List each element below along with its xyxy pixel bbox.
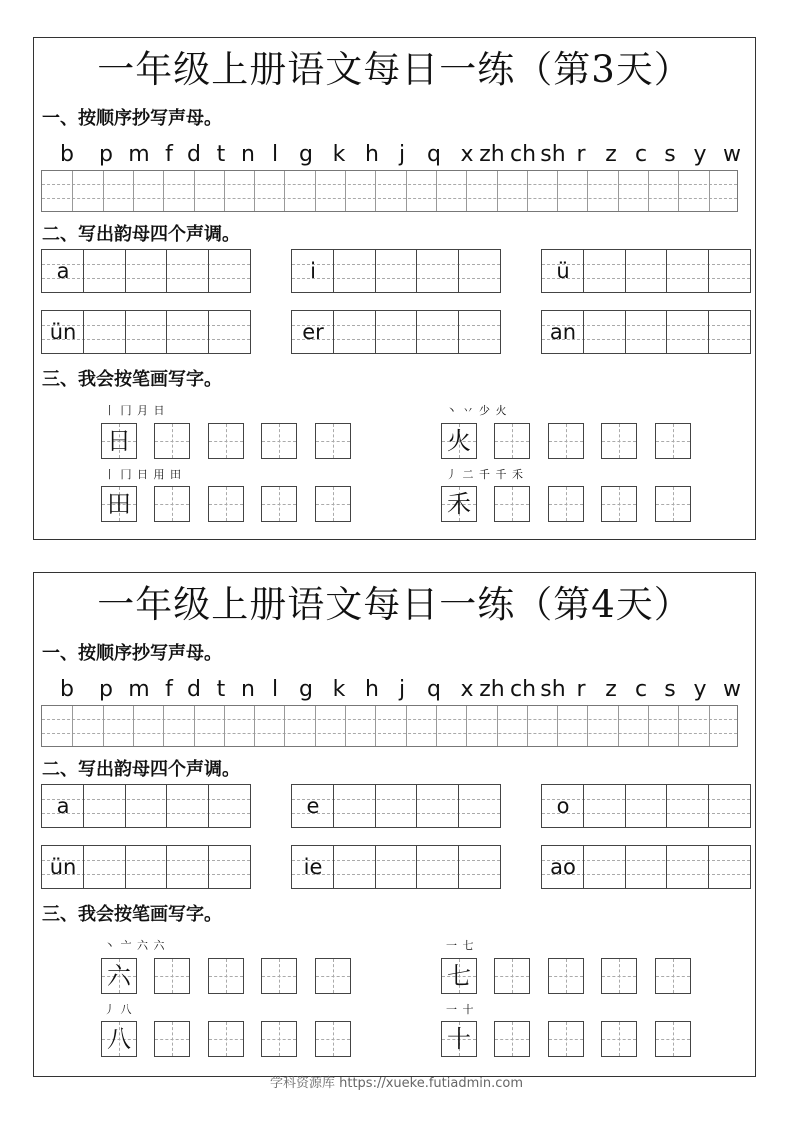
grid-guide-line [42, 198, 737, 199]
grid-cell-divider [587, 171, 588, 211]
tone-cell[interactable] [458, 311, 500, 353]
grid-guide-line [42, 733, 737, 734]
copy-writing-grid[interactable] [41, 170, 738, 212]
tone-cell[interactable] [125, 846, 167, 888]
initial-letter: w [723, 677, 741, 702]
practice-character-box[interactable] [494, 1021, 530, 1057]
vowel-label: ün [49, 855, 77, 879]
grid-cell-divider [436, 171, 437, 211]
stroke-order: 丿 八 [104, 1003, 133, 1016]
vowel-label: i [310, 259, 316, 283]
practice-character-box[interactable] [494, 958, 530, 994]
grid-cell-divider [709, 171, 710, 211]
grid-cell-divider [618, 171, 619, 211]
model-character-box [101, 486, 137, 522]
tone-cell[interactable] [417, 846, 459, 888]
grid-guide-line [673, 424, 674, 458]
tone-cell[interactable] [334, 250, 376, 292]
grid-guide-line [279, 959, 280, 993]
vowel-label: er [302, 320, 324, 344]
grid-cell-divider [72, 706, 73, 746]
initial-letter: b [60, 142, 74, 167]
grid-cell-divider [436, 706, 437, 746]
tone-cell[interactable] [584, 250, 626, 292]
practice-character-box[interactable] [315, 486, 351, 522]
model-character: 田 [107, 490, 131, 518]
initial-letter: ch [509, 677, 537, 702]
grid-guide-line [512, 1022, 513, 1056]
grid-guide-line [279, 424, 280, 458]
stroke-order: 丨 冂 日 用 田 [104, 468, 182, 481]
model-character: 六 [107, 962, 131, 990]
tone-cell[interactable] [584, 846, 626, 888]
practice-character-box[interactable] [601, 486, 637, 522]
vowel-label: ie [303, 855, 323, 879]
tone-cell[interactable] [667, 250, 709, 292]
model-character-box [441, 1021, 477, 1057]
tone-cell[interactable] [375, 311, 417, 353]
initial-letter: p [99, 142, 113, 167]
stroke-order: 丿 二 千 千 禾 [446, 468, 524, 481]
grid-cell-divider [557, 706, 558, 746]
grid-cell-divider [133, 171, 134, 211]
initial-letter: p [99, 677, 113, 702]
tone-cell[interactable] [208, 846, 250, 888]
grid-cell-divider [315, 171, 316, 211]
grid-cell-divider [103, 706, 104, 746]
initial-letter: sh [540, 142, 566, 167]
section-heading-strokes: 三、我会按笔画写字。 [42, 369, 222, 390]
initial-letter: s [664, 142, 676, 167]
practice-character-box[interactable] [494, 423, 530, 459]
grid-cell-divider [72, 171, 73, 211]
practice-character-box[interactable] [154, 486, 190, 522]
initial-letter: h [365, 142, 379, 167]
tone-cell[interactable] [375, 785, 417, 827]
vowel-tone-grid[interactable] [291, 249, 501, 293]
initial-letter: j [398, 677, 406, 702]
grid-cell-divider [406, 171, 407, 211]
vowel-label: e [306, 794, 320, 818]
grid-guide-line [226, 1022, 227, 1056]
grid-cell-divider [103, 171, 104, 211]
tone-cell[interactable] [84, 846, 126, 888]
tone-cell[interactable] [375, 846, 417, 888]
practice-character-box[interactable] [208, 486, 244, 522]
worksheet-title: 一年级上册语文每日一练（第4天） [97, 583, 692, 626]
initial-letter: q [427, 677, 441, 702]
model-character-box [441, 423, 477, 459]
grid-cell-divider [587, 706, 588, 746]
worksheet-title: 一年级上册语文每日一练（第3天） [97, 48, 692, 91]
vowel-label: ao [550, 855, 576, 879]
practice-character-box[interactable] [261, 486, 297, 522]
vowel-tone-grid[interactable] [541, 845, 751, 889]
grid-guide-line [172, 487, 173, 521]
grid-cell-divider [345, 171, 346, 211]
initial-letter: l [271, 142, 279, 167]
grid-cell-divider [466, 706, 467, 746]
grid-guide-line [279, 487, 280, 521]
practice-character-box[interactable] [154, 958, 190, 994]
tone-cell[interactable] [208, 311, 250, 353]
initial-letter: c [634, 142, 648, 167]
grid-guide-line [512, 424, 513, 458]
initial-letter: h [365, 677, 379, 702]
tone-cell[interactable] [167, 846, 209, 888]
initial-letter: ch [509, 142, 537, 167]
initial-letter: z [605, 142, 617, 167]
grid-guide-line [619, 487, 620, 521]
grid-guide-line [619, 959, 620, 993]
initial-letter: t [216, 142, 226, 167]
grid-cell-divider [254, 171, 255, 211]
tone-cell[interactable] [458, 846, 500, 888]
grid-cell-divider [678, 171, 679, 211]
vowel-tone-grid[interactable] [41, 784, 251, 828]
grid-guide-line [172, 1022, 173, 1056]
initial-letter: f [165, 677, 173, 702]
vowel-label: a [56, 794, 70, 818]
practice-character-box[interactable] [548, 486, 584, 522]
tone-cell[interactable] [125, 785, 167, 827]
vowel-label: ü [556, 259, 570, 283]
worksheet-panel [33, 572, 756, 1077]
stroke-order: 丶 丷 少 火 [446, 404, 508, 417]
tone-cell[interactable] [125, 250, 167, 292]
tone-cell[interactable] [458, 250, 500, 292]
worksheet-panel [33, 37, 756, 540]
grid-cell-divider [163, 171, 164, 211]
initial-letter: t [216, 677, 226, 702]
practice-character-box[interactable] [154, 1021, 190, 1057]
vowel-tone-grid[interactable] [541, 249, 751, 293]
model-character: 七 [447, 962, 471, 990]
initials-row [49, 140, 739, 170]
initial-letter: x [460, 142, 474, 167]
grid-cell-divider [224, 171, 225, 211]
vowel-tone-grid[interactable] [41, 845, 251, 889]
tone-cell[interactable] [334, 785, 376, 827]
grid-cell-divider [466, 171, 467, 211]
model-character-box [441, 486, 477, 522]
initial-letter: f [165, 142, 173, 167]
grid-guide-line [172, 424, 173, 458]
tone-cell[interactable] [417, 250, 459, 292]
tone-cell[interactable] [667, 311, 709, 353]
initial-letter: w [723, 142, 741, 167]
initial-letter: j [398, 142, 406, 167]
initial-letter: g [299, 677, 313, 702]
tone-cell[interactable] [417, 785, 459, 827]
grid-cell-divider [497, 171, 498, 211]
grid-cell-divider [194, 706, 195, 746]
initial-letter: zh [479, 677, 505, 702]
tone-cell[interactable] [84, 311, 126, 353]
tone-cell[interactable] [667, 785, 709, 827]
tone-cell[interactable] [334, 311, 376, 353]
grid-cell-divider [163, 706, 164, 746]
vowel-tone-grid[interactable] [41, 249, 251, 293]
initial-letter: r [576, 677, 586, 702]
model-character-box [101, 958, 137, 994]
initial-letter: z [605, 677, 617, 702]
grid-cell-divider [284, 706, 285, 746]
initial-letter: n [241, 142, 255, 167]
grid-guide-line [279, 1022, 280, 1056]
model-character-box [441, 958, 477, 994]
practice-character-box[interactable] [208, 1021, 244, 1057]
grid-guide-line [226, 487, 227, 521]
tone-cell[interactable] [584, 785, 626, 827]
model-character: 日 [107, 427, 131, 455]
grid-guide-line [512, 487, 513, 521]
grid-guide-line [333, 424, 334, 458]
vowel-label: ün [49, 320, 77, 344]
vowel-label: o [556, 794, 570, 818]
practice-character-box[interactable] [655, 423, 691, 459]
section-heading-tones: 二、写出韵母四个声调。 [42, 759, 240, 780]
grid-cell-divider [527, 171, 528, 211]
section-heading-copy-initials: 一、按顺序抄写声母。 [42, 643, 222, 664]
grid-guide-line [172, 959, 173, 993]
initial-letter: l [271, 677, 279, 702]
tone-cell[interactable] [625, 311, 667, 353]
grid-guide-line [619, 1022, 620, 1056]
grid-guide-line [333, 1022, 334, 1056]
practice-character-box[interactable] [315, 1021, 351, 1057]
tone-cell[interactable] [167, 250, 209, 292]
tone-cell[interactable] [458, 785, 500, 827]
initial-letter: m [128, 142, 150, 167]
grid-cell-divider [406, 706, 407, 746]
grid-cell-divider [557, 171, 558, 211]
practice-character-box[interactable] [601, 423, 637, 459]
model-character: 十 [447, 1025, 471, 1053]
tone-cell[interactable] [708, 311, 750, 353]
practice-character-box[interactable] [655, 486, 691, 522]
practice-character-box[interactable] [261, 423, 297, 459]
initial-letter: d [187, 142, 201, 167]
practice-character-box[interactable] [261, 958, 297, 994]
initial-letter: sh [540, 677, 566, 702]
initial-letter: y [693, 677, 707, 702]
grid-cell-divider [648, 706, 649, 746]
grid-cell-divider [375, 706, 376, 746]
practice-character-box[interactable] [601, 1021, 637, 1057]
grid-guide-line [512, 959, 513, 993]
model-character: 禾 [447, 490, 471, 518]
tone-cell[interactable] [584, 311, 626, 353]
grid-guide-line [333, 959, 334, 993]
grid-guide-line [619, 424, 620, 458]
grid-guide-line [673, 487, 674, 521]
initial-letter: r [576, 142, 586, 167]
vowel-tone-grid[interactable] [291, 845, 501, 889]
grid-guide-line [42, 719, 737, 720]
section-heading-copy-initials: 一、按顺序抄写声母。 [42, 108, 222, 129]
practice-character-box[interactable] [548, 1021, 584, 1057]
model-character: 火 [447, 427, 471, 455]
tone-cell[interactable] [208, 250, 250, 292]
tone-cell[interactable] [167, 311, 209, 353]
model-character-box [101, 1021, 137, 1057]
practice-character-box[interactable] [655, 958, 691, 994]
grid-guide-line [333, 487, 334, 521]
grid-cell-divider [254, 706, 255, 746]
vowel-label: a [56, 259, 70, 283]
grid-cell-divider [527, 706, 528, 746]
tone-cell[interactable] [708, 785, 750, 827]
initial-letter: zh [479, 142, 505, 167]
grid-cell-divider [194, 171, 195, 211]
grid-cell-divider [345, 706, 346, 746]
grid-cell-divider [618, 706, 619, 746]
tone-cell[interactable] [84, 250, 126, 292]
grid-guide-line [566, 487, 567, 521]
practice-character-box[interactable] [494, 486, 530, 522]
initial-letter: k [332, 142, 346, 167]
practice-character-box[interactable] [315, 423, 351, 459]
footer-watermark: 学科资源库 https://xueke.futiadmin.com [269, 1076, 523, 1091]
grid-cell-divider [678, 706, 679, 746]
initial-letter: c [634, 677, 648, 702]
practice-character-box[interactable] [208, 423, 244, 459]
grid-guide-line [566, 1022, 567, 1056]
grid-guide-line [226, 959, 227, 993]
initial-letter: q [427, 142, 441, 167]
grid-cell-divider [315, 706, 316, 746]
tone-cell[interactable] [167, 785, 209, 827]
stroke-order: 丶 亠 六 六 [104, 939, 166, 952]
tone-cell[interactable] [84, 785, 126, 827]
stroke-order: 一 七 [446, 939, 475, 952]
grid-guide-line [673, 1022, 674, 1056]
grid-cell-divider [284, 171, 285, 211]
grid-guide-line [566, 959, 567, 993]
grid-cell-divider [648, 171, 649, 211]
vowel-tone-grid[interactable] [541, 310, 751, 354]
initial-letter: d [187, 677, 201, 702]
tone-cell[interactable] [125, 311, 167, 353]
initial-letter: m [128, 677, 150, 702]
tone-cell[interactable] [708, 250, 750, 292]
tone-cell[interactable] [708, 846, 750, 888]
initials-row [49, 675, 739, 705]
vowel-tone-grid[interactable] [541, 784, 751, 828]
vowel-tone-grid[interactable] [41, 310, 251, 354]
tone-cell[interactable] [375, 250, 417, 292]
grid-cell-divider [224, 706, 225, 746]
practice-character-box[interactable] [261, 1021, 297, 1057]
practice-character-box[interactable] [315, 958, 351, 994]
tone-cell[interactable] [625, 250, 667, 292]
initial-letter: n [241, 677, 255, 702]
grid-cell-divider [375, 171, 376, 211]
tone-cell[interactable] [625, 846, 667, 888]
grid-guide-line [42, 184, 737, 185]
practice-character-box[interactable] [208, 958, 244, 994]
initial-letter: b [60, 677, 74, 702]
section-heading-strokes: 三、我会按笔画写字。 [42, 904, 222, 925]
initial-letter: g [299, 142, 313, 167]
practice-character-box[interactable] [154, 423, 190, 459]
copy-writing-grid[interactable] [41, 705, 738, 747]
initial-letter: y [693, 142, 707, 167]
tone-cell[interactable] [208, 785, 250, 827]
section-heading-tones: 二、写出韵母四个声调。 [42, 224, 240, 245]
vowel-tone-grid[interactable] [291, 784, 501, 828]
grid-cell-divider [497, 706, 498, 746]
tone-cell[interactable] [334, 846, 376, 888]
initial-letter: x [460, 677, 474, 702]
tone-cell[interactable] [667, 846, 709, 888]
practice-character-box[interactable] [601, 958, 637, 994]
practice-character-box[interactable] [655, 1021, 691, 1057]
initial-letter: s [664, 677, 676, 702]
stroke-order: 丨 冂 月 日 [104, 404, 166, 417]
vowel-label: an [549, 320, 577, 344]
tone-cell[interactable] [625, 785, 667, 827]
stroke-order: 一 十 [446, 1003, 475, 1016]
initial-letter: k [332, 677, 346, 702]
grid-cell-divider [709, 706, 710, 746]
practice-character-box[interactable] [548, 958, 584, 994]
grid-guide-line [566, 424, 567, 458]
practice-character-box[interactable] [548, 423, 584, 459]
vowel-tone-grid[interactable] [291, 310, 501, 354]
model-character-box [101, 423, 137, 459]
model-character: 八 [107, 1025, 131, 1053]
grid-guide-line [673, 959, 674, 993]
tone-cell[interactable] [417, 311, 459, 353]
grid-cell-divider [133, 706, 134, 746]
grid-guide-line [226, 424, 227, 458]
